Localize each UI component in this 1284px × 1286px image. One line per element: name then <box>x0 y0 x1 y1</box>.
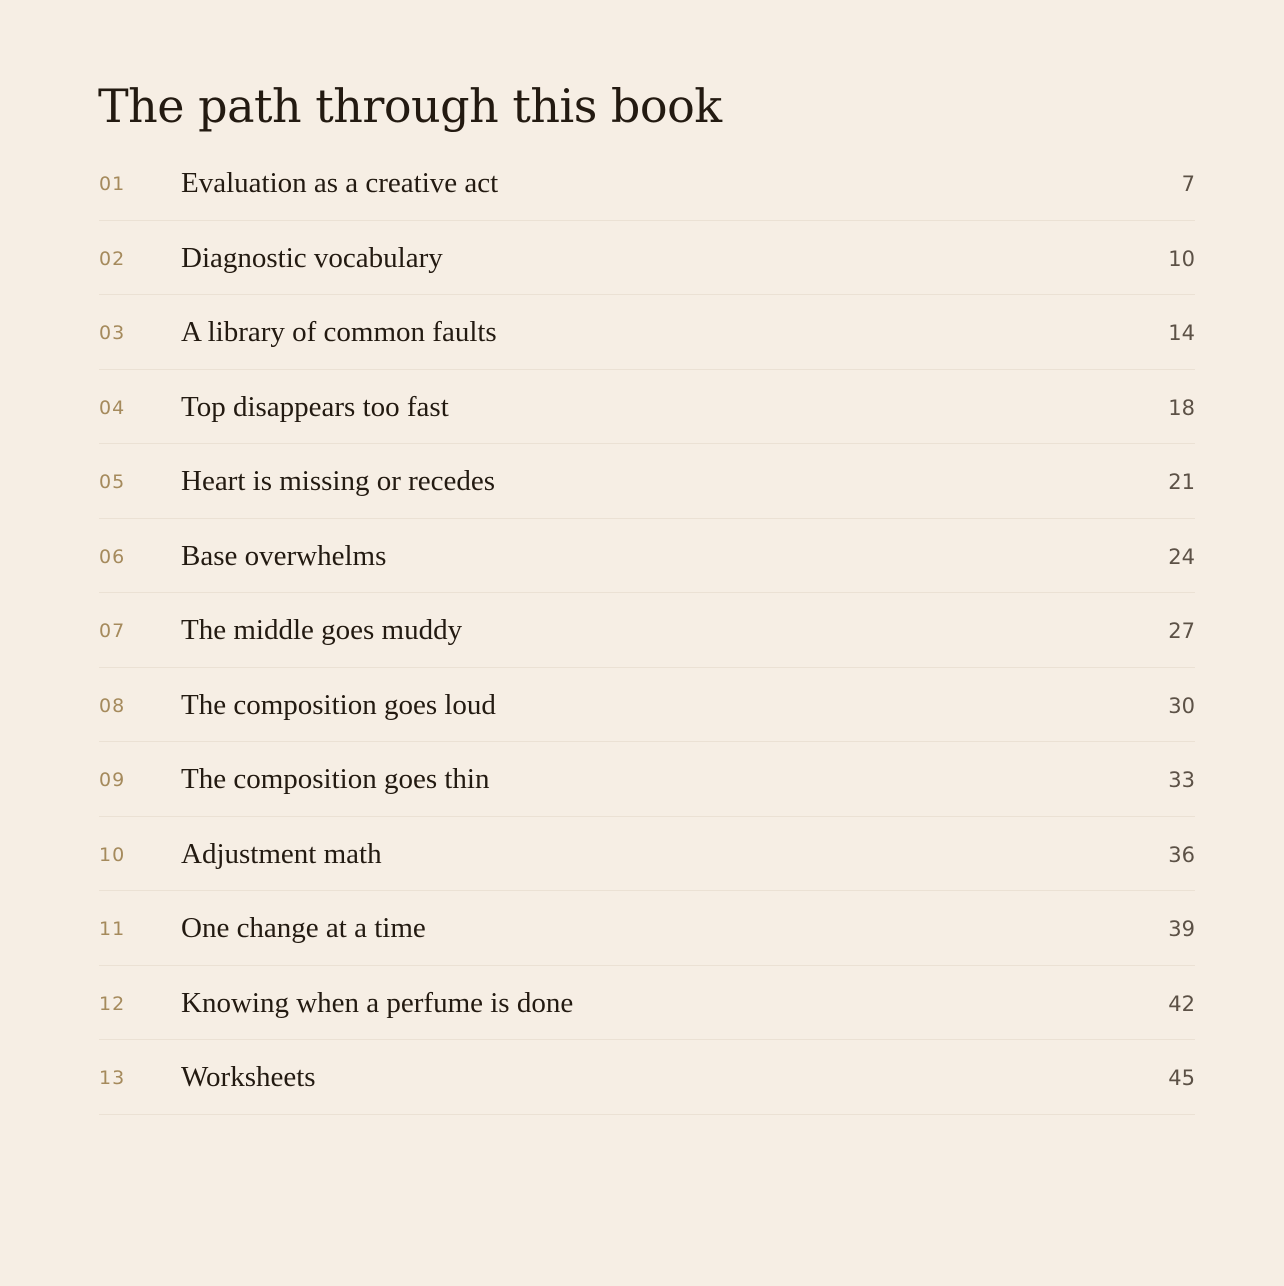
chapter-number: 08 <box>99 694 126 717</box>
toc-entry[interactable] <box>99 966 1195 1041</box>
page-number: 24 <box>1168 544 1195 569</box>
page-number: 14 <box>1168 321 1195 345</box>
page-number: 30 <box>1168 693 1195 718</box>
chapter-title: Evaluation as a creative act <box>181 167 499 199</box>
page-number: 18 <box>1168 395 1195 420</box>
chapter-title: Heart is missing or recedes <box>181 465 496 497</box>
chapter-number: 01 <box>99 173 126 195</box>
chapter-number: 06 <box>99 545 126 568</box>
page-number: 10 <box>1168 246 1195 271</box>
chapter-number: 13 <box>99 1067 126 1089</box>
page-number: 33 <box>1168 768 1195 792</box>
page-number: 36 <box>1168 842 1195 867</box>
chapter-title: Top disappears too fast <box>181 390 449 423</box>
chapter-number: 07 <box>99 620 126 642</box>
chapter-title: Worksheets <box>181 1061 316 1093</box>
toc-entry[interactable] <box>99 221 1195 296</box>
toc-entry[interactable] <box>99 668 1195 743</box>
table-of-contents <box>99 146 1195 1115</box>
chapter-title: Base overwhelms <box>181 539 387 572</box>
toc-entry[interactable] <box>99 891 1195 966</box>
chapter-number: 03 <box>99 322 126 344</box>
toc-entry[interactable] <box>99 370 1195 445</box>
chapter-title: The middle goes muddy <box>181 614 463 646</box>
chapter-number: 09 <box>99 769 126 791</box>
chapter-title: The composition goes loud <box>181 688 496 721</box>
toc-entry[interactable] <box>99 742 1195 817</box>
chapter-number: 05 <box>99 471 126 493</box>
toc-entry[interactable] <box>99 444 1195 519</box>
page-title: The path through this book <box>98 79 722 133</box>
chapter-title: A library of common faults <box>181 316 497 348</box>
toc-entry[interactable] <box>99 1040 1195 1115</box>
chapter-number: 04 <box>99 396 126 419</box>
page-number: 7 <box>1181 172 1195 196</box>
page-number: 27 <box>1168 619 1195 643</box>
toc-entry[interactable] <box>99 295 1195 370</box>
toc-entry[interactable] <box>99 593 1195 668</box>
chapter-title: Knowing when a perfume is done <box>181 986 574 1019</box>
page-number: 21 <box>1168 470 1195 494</box>
page-number: 42 <box>1168 991 1195 1016</box>
chapter-number: 12 <box>99 992 126 1015</box>
toc-entry[interactable] <box>99 146 1195 221</box>
chapter-number: 11 <box>99 918 126 940</box>
page-number: 39 <box>1168 917 1195 941</box>
chapter-number: 10 <box>99 843 126 866</box>
toc-entry[interactable] <box>99 519 1195 594</box>
toc-entry[interactable] <box>99 817 1195 892</box>
chapter-title: One change at a time <box>181 912 426 944</box>
page-number: 45 <box>1168 1066 1195 1090</box>
chapter-title: The composition goes thin <box>181 763 490 795</box>
chapter-number: 02 <box>99 247 126 270</box>
chapter-title: Diagnostic vocabulary <box>181 241 443 274</box>
chapter-title: Adjustment math <box>181 837 382 870</box>
